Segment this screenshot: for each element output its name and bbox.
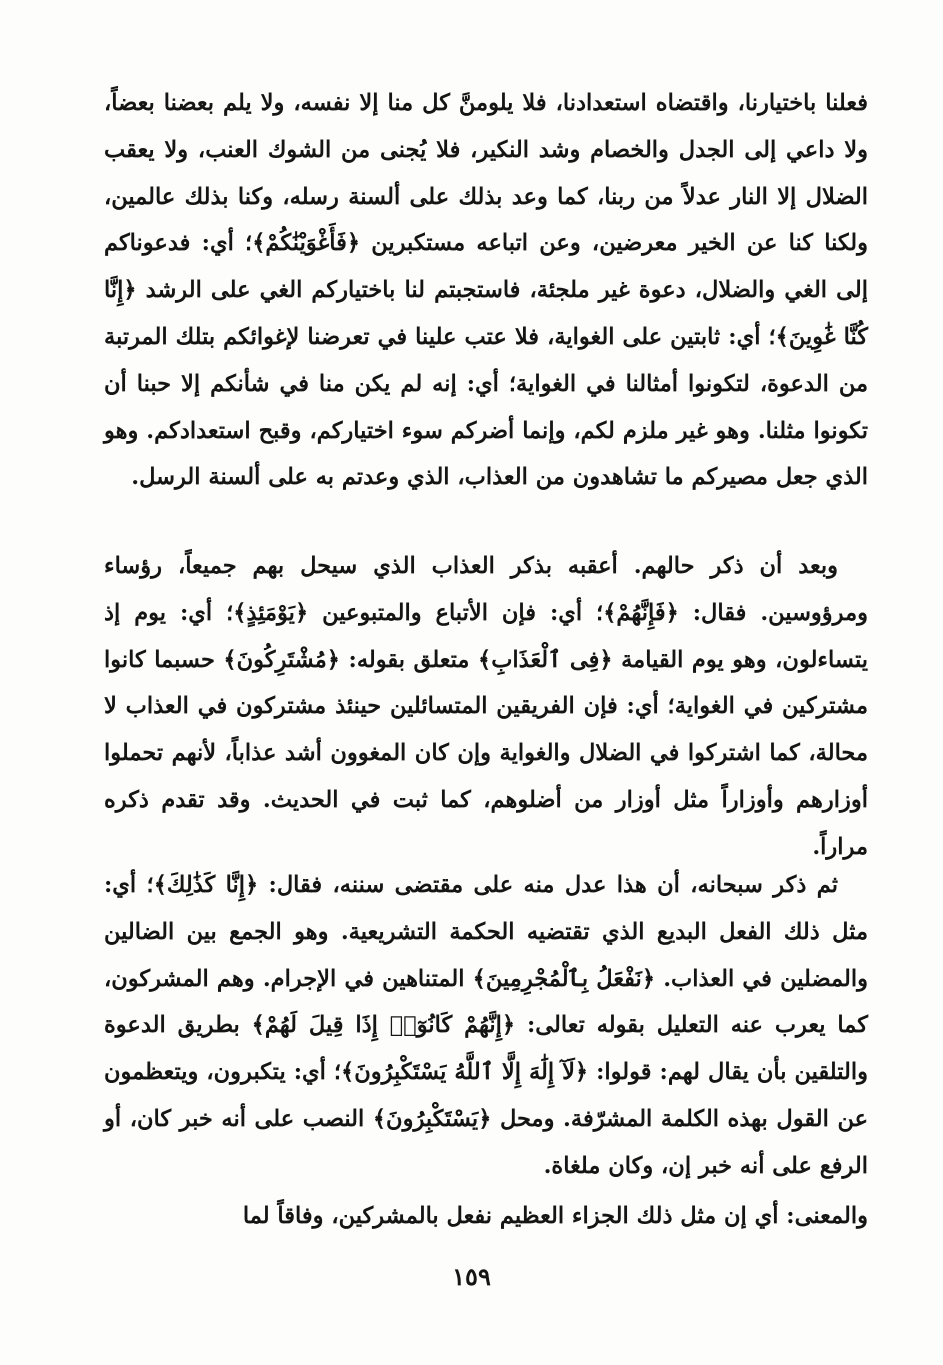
- body-paragraph-4: [104, 1193, 868, 1240]
- body-paragraph-1: [104, 80, 868, 501]
- paragraph-text: ثم ذكر سبحانه، أن هذا عدل منه على مقتضى سننه، فقال: ﴿إِنَّا كَذَٰلِكَ﴾؛ أي: مثل ذلك الفعل البديع الذي تقتضيه الحكمة التشريعية. وهو الجمع بين الضالين والمضلين في العذاب. ﴿نَفْعَلُ بِٱلْمُجْرِمِينَ﴾ المتناهين في الإجرام. وهم المشركون، كما يعرب عنه التعليل بقوله تعالى: ﴿إِنَّهُمْ كَانُوٓا۟ إِذَا قِيلَ لَهُمْ﴾ بطريق الدعوة والتلقين بأن يقال لهم: قولوا: ﴿لَآ إِلَٰهَ إِلَّا ٱللَّهُ يَسْتَكْبِرُونَ﴾؛ أي: يتكبرون، ويتعظمون عن القول بهذه الكلمة المشرّفة. ومحل ﴿يَسْتَكْبِرُونَ﴾ النصب على أنه خبر كان، أو الرفع على أنه خبر إن، وكان ملغاة.: [104, 872, 868, 1179]
- page-number: ١٥٩: [452, 1262, 491, 1291]
- paragraph-text: والمعنى: أي إن مثل ذلك الجزاء العظيم نفعل بالمشركين، وفاقاً لما: [242, 1203, 868, 1229]
- body-paragraph-3: [104, 862, 868, 1190]
- paragraph-text: وبعد أن ذكر حالهم. أعقبه بذكر العذاب الذي سيحل بهم جميعاً، رؤساء ومرؤوسين. فقال: ﴿فَإِنَّهُمْ﴾؛ أي: فإن الأتباع والمتبوعين ﴿يَوْمَئِذٍ﴾؛ أي: يوم إذ يتساءلون، وهو يوم القيامة ﴿فِى ٱلْعَذَابِ﴾ متعلق بقوله: ﴿مُشْتَرِكُونَ﴾ حسبما كانوا مشتركين في الغواية؛ أي: فإن الفريقين المتسائلين حينئذ مشتركون في العذاب لا محالة، كما اشتركوا في الضلال والغواية وإن كان المغوون أشد عذاباً، لأنهم تحملوا أوزارهم وأوزاراً مثل أوزار من أضلوهم، كما ثبت في الحديث. وقد تقدم ذكره مراراً.: [104, 553, 868, 860]
- paragraph-text: فعلنا باختيارنا، واقتضاه استعدادنا، فلا يلومنَّ كل منا إلا نفسه، ولا يلم بعضنا بعضاً، ولا داعي إلى الجدل والخصام وشد النكير، فلا يُجنى من الشوك العنب، ولا يعقب الضلال إلا النار عدلاً من ربنا، كما وعد بذلك على ألسنة رسله، وكنا بذلك عالمين، ولكنا كنا عن الخير معرضين، وعن اتباعه مستكبرين ﴿فَأَغْوَيْنَٰكُمْ﴾؛ أي: فدعوناكم إلى الغي والضلال، دعوة غير ملجئة، فاستجبتم لنا باختياركم الغي على الرشد ﴿إِنَّا كُنَّا غَٰوِينَ﴾؛ أي: ثابتين على الغواية، فلا عتب علينا في تعرضنا لإغوائكم بتلك المرتبة من الدعوة، لتكونوا أمثالنا في الغواية؛ أي: إنه لم يكن منا في شأنكم إلا حبنا أن تكونوا مثلنا. وهو غير ملزم لكم، وإنما أضركم سوء اختياركم، وقبح استعدادكم. وهو الذي جعل مصيركم ما تشاهدون من العذاب، الذي وعدتم به على ألسنة الرسل.: [104, 90, 868, 491]
- body-paragraph-2: [104, 543, 868, 871]
